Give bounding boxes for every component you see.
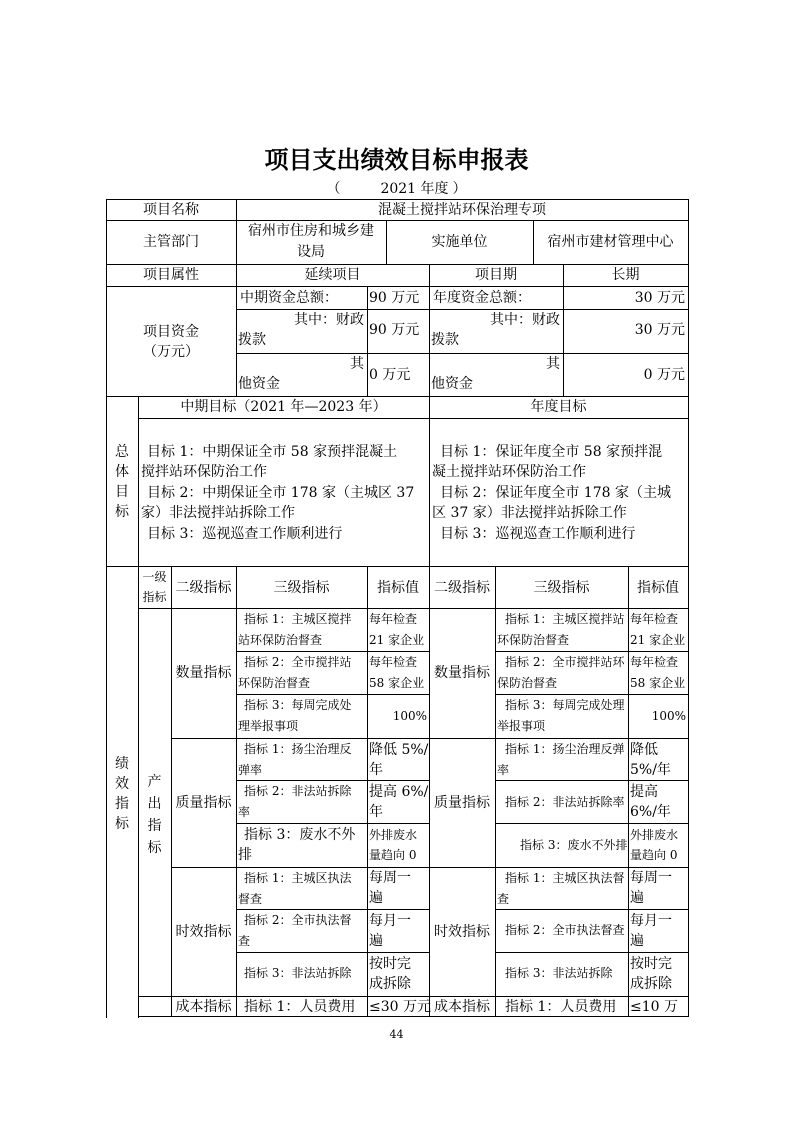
grid-line [171,566,172,1017]
overall-goal-char: 目 [115,484,129,500]
left-t1-value2: 遍 [369,890,383,906]
right-ql3-label: 指标 3：废水不外排 [520,838,628,852]
left-ql1-value2: 年 [369,762,383,778]
left-t2-value1: 每月一 [369,913,411,929]
right-ql1-line2: 率 [497,763,510,777]
value-header: 指标值 [637,580,679,596]
lvl3-header: 三级指标 [273,580,330,596]
page-number: 44 [389,1028,404,1041]
right-q1-line1: 指标 1：主城区搅拌站 [505,612,625,626]
left-t2-line2: 查 [238,934,251,948]
perf-indicator-char: 标 [115,816,129,832]
dept-value-line2: 设局 [297,244,325,260]
dept-label: 主管部门 [143,234,199,250]
lvl2-header: 二级指标 [434,580,490,596]
grid-line [495,566,496,1017]
grid-line [495,909,689,910]
funds-label-line2: （万元） [143,344,199,360]
right-ql2-value1: 提高 [630,784,658,800]
right-q2-value2: 58 家企业 [630,676,686,690]
left-t3-value2: 成拆除 [369,976,411,992]
right-c1-value: ≤10 万 [630,999,678,1015]
left-ql2-line1: 指标 2：非法站拆除 [244,784,352,798]
right-t1-value1: 每周一 [630,870,672,886]
left-t1-line1: 指标 1：主城区执法 [244,871,352,885]
mid-goal-header: 中期目标（2021 年—2023 年） [180,399,387,415]
right-t3-value1: 按时完 [630,956,672,972]
grid-line [688,199,689,1017]
left-q2-line2: 环保防治督查 [238,676,311,690]
attr-value: 延续项目 [304,267,361,283]
left-ql2-value1: 提高 6%/ [369,784,429,800]
right-t2-label: 指标 2：全市执法督查 [505,923,625,937]
period-label: 项目期 [475,267,517,283]
left-ql2-line2: 率 [238,805,251,819]
right-ql1-value1: 降低 [630,742,658,758]
overall-goal-char: 总 [115,444,129,460]
lvl1-header-line1: 一级 [142,570,167,584]
value-header: 指标值 [377,580,419,596]
grid-line [236,566,237,1017]
left-t2-line1: 指标 2：全市执法督 [244,913,352,927]
year-close-paren: ） [452,181,467,197]
right-t1-line1: 指标 1：主城区执法督 [505,871,625,885]
attr-label: 项目属性 [143,267,199,283]
right-t2-value2: 遍 [630,933,644,949]
mid-goal-line: 目标 2：中期保证全市 178 家（主城区 37 [147,485,415,501]
left-q2-value1: 每年检查 [369,655,418,669]
grid-line [236,823,429,824]
grid-line [495,952,689,953]
grid-line [367,566,368,1017]
grid-line [236,952,429,953]
perf-indicator-char: 绩 [115,756,129,772]
lvl2-header: 二级指标 [175,580,232,596]
left-ql3-value2: 量趋向 0 [369,848,417,862]
left-ql2-value2: 年 [369,804,383,820]
category-cost: 成本指标 [175,999,232,1015]
left-q1-line2: 站环保防治督查 [238,633,323,647]
year-goal-line: 目标 2：保证年度全市 178 家（主城 [440,485,671,501]
perf-indicator-char: 效 [115,776,129,792]
left-t1-line2: 督查 [238,892,263,906]
mid-fiscal-label-line2: 拨款 [238,332,266,348]
left-ql3-line2: 排 [238,847,252,863]
mid-goal-line: 家）非法搅拌站拆除工作 [141,505,295,521]
left-ql1-value1: 降低 5%/ [369,742,429,758]
year-total-label: 年度资金总额： [433,290,531,306]
right-q1-value1: 每年检查 [630,612,679,626]
year-open-paren: （ [326,181,341,197]
right-q2-line1: 指标 2：全市搅拌站环 [505,655,625,669]
mid-other-label-line2: 他资金 [238,376,280,392]
mid-total-value: 90 万元 [369,290,420,306]
impl-unit-value: 宿州市建材管理中心 [547,234,674,250]
left-q1-value1: 每年检查 [369,612,418,626]
mid-fiscal-label-line1: 其中：财政 [294,312,364,328]
left-ql3-line1: 指标 3：废水不外 [244,827,356,843]
grid-line [495,780,689,781]
year-total-value: 30 万元 [634,290,685,306]
category-quantity: 数量指标 [175,665,232,681]
period-value: 长期 [611,267,640,283]
left-q2-line1: 指标 2：全市搅拌站 [244,655,352,669]
year-other-label-line2: 他资金 [431,376,473,392]
year-line [0,178,793,198]
right-q3-value: 100% [651,709,686,723]
mid-goal-line: 搅拌站环保防治工作 [141,464,267,480]
perf-indicator-char: 指 [115,796,129,812]
page-title: 项目支出绩效目标申报表 [264,146,529,174]
year-goal-line: 目标 3：巡视巡查工作顺利进行 [440,526,636,542]
grid-line [367,286,368,397]
dept-value-line1: 宿州市住房和城乡建 [248,223,374,239]
left-q3-line2: 理举报事项 [238,719,299,733]
right-q3-line2: 举报事项 [497,719,546,733]
lvl3-header: 三级指标 [533,580,590,596]
right-q1-line2: 环保防治督查 [497,633,570,647]
right-t1-line2: 查 [497,892,510,906]
mid-other-label-line1: 其 [350,356,364,372]
left-c1-value: ≤30 万元 [369,999,431,1015]
left-ql3-value1: 外排废水 [369,828,418,842]
grid-line [106,220,689,221]
funds-label-line1: 项目资金 [143,324,199,340]
output-indicator-char: 指 [147,818,162,834]
right-q2-value1: 每年检查 [630,655,679,669]
year-fiscal-label-line1: 其中：财政 [490,312,560,328]
left-q2-value2: 58 家企业 [369,676,425,690]
year-other-label-line1: 其 [546,356,560,372]
output-indicator-char: 产 [147,774,162,790]
grid-line [628,566,629,1017]
right-ql1-value2: 5%/年 [630,762,671,778]
year-goal-line: 凝土搅拌站环保防治工作 [432,464,586,480]
year-other-value: 0 万元 [643,367,685,383]
year-goal-line: 目标 1：保证年度全市 58 家预拌混 [440,444,663,460]
lvl1-header-line2: 指标 [142,590,167,604]
left-t3-label: 指标 3：非法站拆除 [244,966,352,980]
category-quality: 质量指标 [434,795,490,811]
left-q1-line1: 指标 1：主城区搅拌 [244,612,352,626]
grid-line [429,264,430,1017]
mid-other-value: 0 万元 [369,367,411,383]
grid-line [138,418,689,419]
grid-line [138,396,139,1018]
category-timeliness: 时效指标 [434,924,490,940]
right-ql3-value2: 量趋向 0 [630,848,678,862]
grid-line [495,823,689,824]
year-goal-header: 年度目标 [530,399,587,415]
right-ql3-value1: 外排废水 [630,828,679,842]
right-ql2-value2: 6%/年 [630,804,671,820]
left-c1-label: 指标 1：人员费用 [244,999,356,1015]
mid-goal-line: 目标 1：中期保证全市 58 家预拌混凝土 [147,444,398,460]
left-t1-value1: 每周一 [369,870,411,886]
category-quantity: 数量指标 [434,665,490,681]
year-fiscal-value: 30 万元 [634,322,685,338]
left-t3-value1: 按时完 [369,956,411,972]
year-fiscal-label-line2: 拨款 [431,332,459,348]
right-ql2-label: 指标 2：非法站拆除率 [505,795,625,809]
right-q3-line1: 指标 3：每周完成处理 [505,698,625,712]
category-quality: 质量指标 [175,795,232,811]
project-name-label: 项目名称 [143,202,199,218]
left-q3-line1: 指标 3：每周完成处 [244,698,352,712]
impl-unit-label: 实施单位 [431,234,488,250]
grid-line [106,566,689,567]
overall-goal-char: 标 [115,504,129,520]
left-ql1-line2: 弹率 [238,763,263,777]
right-c1-label: 指标 1：人员费用 [505,999,617,1015]
mid-fiscal-value: 90 万元 [369,322,420,338]
left-ql1-line1: 指标 1：扬尘治理反 [244,742,352,756]
project-name-value: 混凝土搅拌站环保治理专项 [378,202,546,218]
right-ql1-line1: 指标 1：扬尘治理反弹 [505,742,625,756]
left-q1-value2: 21 家企业 [369,633,425,647]
mid-goal-line: 目标 3：巡视巡查工作顺利进行 [147,526,343,542]
year-goal-line: 区 37 家）非法搅拌站拆除工作 [432,505,627,521]
right-t2-value1: 每月一 [630,913,672,929]
output-indicator-char: 出 [147,796,162,812]
right-t3-label: 指标 3：非法站拆除 [505,966,613,980]
output-indicator-char: 标 [147,840,162,856]
grid-line [106,286,689,287]
overall-goal-char: 体 [115,464,129,480]
category-cost: 成本指标 [434,999,490,1015]
left-q3-value: 100% [392,709,427,723]
mid-total-label: 中期资金总额： [240,290,338,306]
right-q2-line2: 保防治督查 [497,676,558,690]
left-t2-value2: 遍 [369,933,383,949]
year-label: 2021 年度 [380,181,449,197]
right-t3-value2: 成拆除 [630,976,672,992]
right-t1-value2: 遍 [630,890,644,906]
right-q1-value2: 21 家企业 [630,633,686,647]
category-timeliness: 时效指标 [175,924,232,940]
